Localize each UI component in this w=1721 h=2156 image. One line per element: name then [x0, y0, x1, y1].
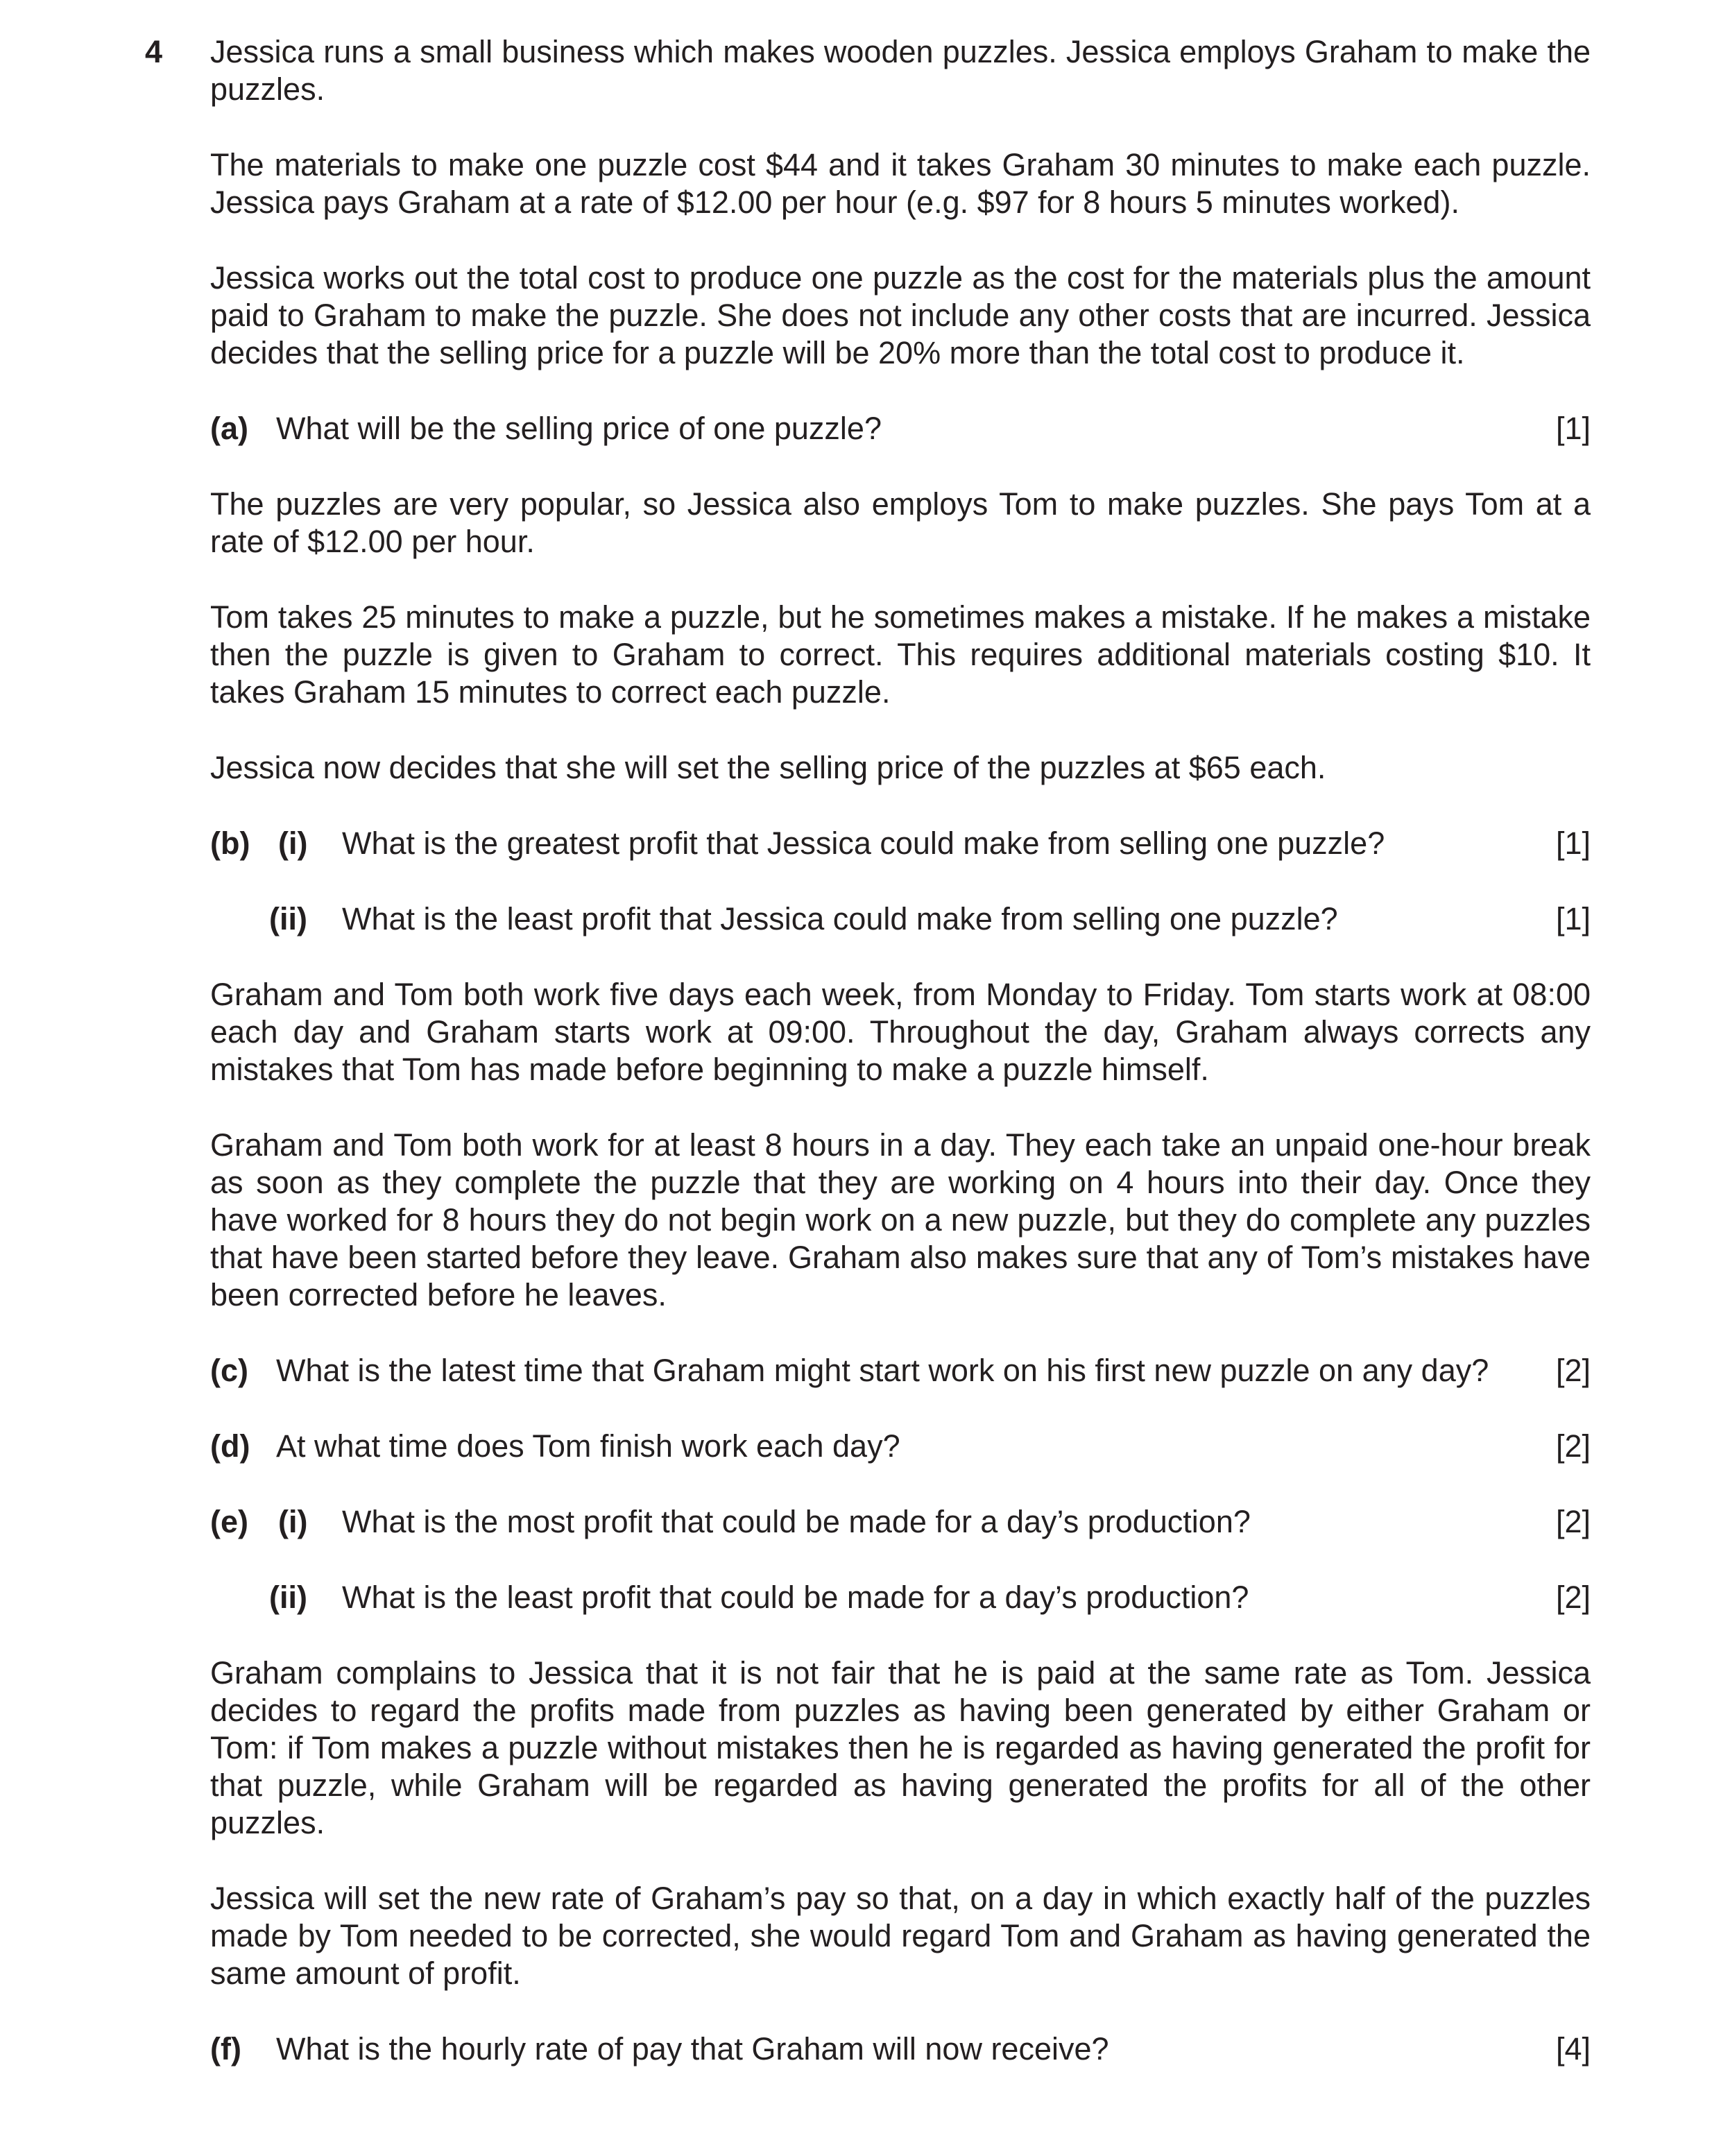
- marks: [1]: [1555, 825, 1591, 861]
- marks: [2]: [1555, 1428, 1591, 1464]
- part-label: (a): [210, 411, 248, 446]
- schedule-paragraph: Graham and Tom both work five days each week, from Monday to Friday. Tom starts work at 08:00 each day and Graham starts work at 09:00. Throughout the day, Graham always corrects any mistakes that Tom has made before beginning to make a puzzle himself.: [210, 977, 1591, 1087]
- marks: [2]: [1555, 1504, 1591, 1539]
- part-label: (d): [210, 1428, 250, 1464]
- part-a: [210, 410, 1591, 447]
- price-paragraph: Jessica now decides that she will set the selling price of the puzzles at $65 each.: [210, 750, 1326, 785]
- part-text: What is the latest time that Graham might start work on his first new puzzle on any day?: [276, 1353, 1489, 1388]
- part-text: At what time does Tom finish work each day?: [276, 1428, 900, 1464]
- subpart-label: (ii): [269, 901, 307, 936]
- part-label: (b): [210, 825, 250, 861]
- part-label: (c): [210, 1353, 248, 1388]
- materials-paragraph: The materials to make one puzzle cost $44 and it takes Graham 30 minutes to make each puzzle. Jessica pays Graham at a rate of $12.00 per hour (e.g. $97 for 8 hours 5 minutes worked).: [210, 147, 1591, 220]
- question-body: [210, 33, 1591, 2106]
- part-text: What is the least profit that Jessica could make from selling one puzzle?: [342, 901, 1338, 936]
- tom-paragraph: The puzzles are very popular, so Jessica also employs Tom to make puzzles. She pays Tom at a rate of $12.00 per hour.: [210, 486, 1591, 559]
- part-c: [210, 1352, 1591, 1389]
- marks: [1]: [1555, 411, 1591, 446]
- part-e-ii: [210, 1579, 1591, 1616]
- part-f: [210, 2030, 1591, 2068]
- marks: [1]: [1555, 901, 1591, 936]
- part-text: What is the hourly rate of pay that Graham will now receive?: [276, 2031, 1109, 2067]
- part-e-i: [210, 1503, 1591, 1541]
- mistake-paragraph: Tom takes 25 minutes to make a puzzle, but he sometimes makes a mistake. If he makes a mistake then the puzzle is given to Graham to correct. This requires additional materials costing $10. It takes Graham 15 minutes to correct each puzzle.: [210, 599, 1591, 710]
- intro-paragraph: Jessica runs a small business which makes wooden puzzles. Jessica employs Graham to make the puzzles.: [210, 34, 1591, 107]
- subpart-label: (i): [278, 1504, 308, 1539]
- hours-paragraph: Graham and Tom both work for at least 8 hours in a day. They each take an unpaid one-hour break as soon as they complete the puzzle that they are working on 4 hours into their day. Once they have worked for 8 hours they do not begin work on a new puzzle, but they do complete any puzzles that have been started before they leave. Graham also makes sure that any of Tom’s mistakes have been corrected before he leaves.: [210, 1127, 1591, 1312]
- marks: [4]: [1555, 2031, 1591, 2067]
- part-label: (f): [210, 2031, 241, 2067]
- part-d: [210, 1428, 1591, 1465]
- subpart-label: (ii): [269, 1580, 307, 1615]
- cost-paragraph: Jessica works out the total cost to produce one puzzle as the cost for the materials plus the amount paid to Graham to make the puzzle. She does not include any other costs that are incurred. Jessica decides that the selling price for a puzzle will be 20% more than the total cost to produce it.: [210, 260, 1591, 370]
- part-b-i: [210, 825, 1591, 862]
- marks: [2]: [1555, 1353, 1591, 1388]
- question-number: 4: [145, 34, 163, 69]
- part-text: What is the most profit that could be made for a day’s production?: [342, 1504, 1251, 1539]
- part-label: (e): [210, 1504, 248, 1539]
- part-text: What is the greatest profit that Jessica could make from selling one puzzle?: [342, 825, 1385, 861]
- subpart-label: (i): [278, 825, 308, 861]
- part-b-ii: [210, 900, 1591, 938]
- new-rate-paragraph: Jessica will set the new rate of Graham’s pay so that, on a day in which exactly half of the puzzles made by Tom needed to be corrected, she would regard Tom and Graham as having generated the same amount of profit.: [210, 1881, 1591, 1991]
- part-text: What is the least profit that could be made for a day’s production?: [342, 1580, 1249, 1615]
- marks: [2]: [1555, 1580, 1591, 1615]
- complaint-paragraph: Graham complains to Jessica that it is not fair that he is paid at the same rate as Tom. Jessica decides to regard the profits made from puzzles as having been generated by either Graham or Tom: if Tom makes a puzzle without mistakes then he is regarded as having generated the profit for that puzzle, while Graham will be regarded as having generated the profits for all of the other puzzles.: [210, 1655, 1591, 1840]
- part-text: What will be the selling price of one puzzle?: [276, 411, 882, 446]
